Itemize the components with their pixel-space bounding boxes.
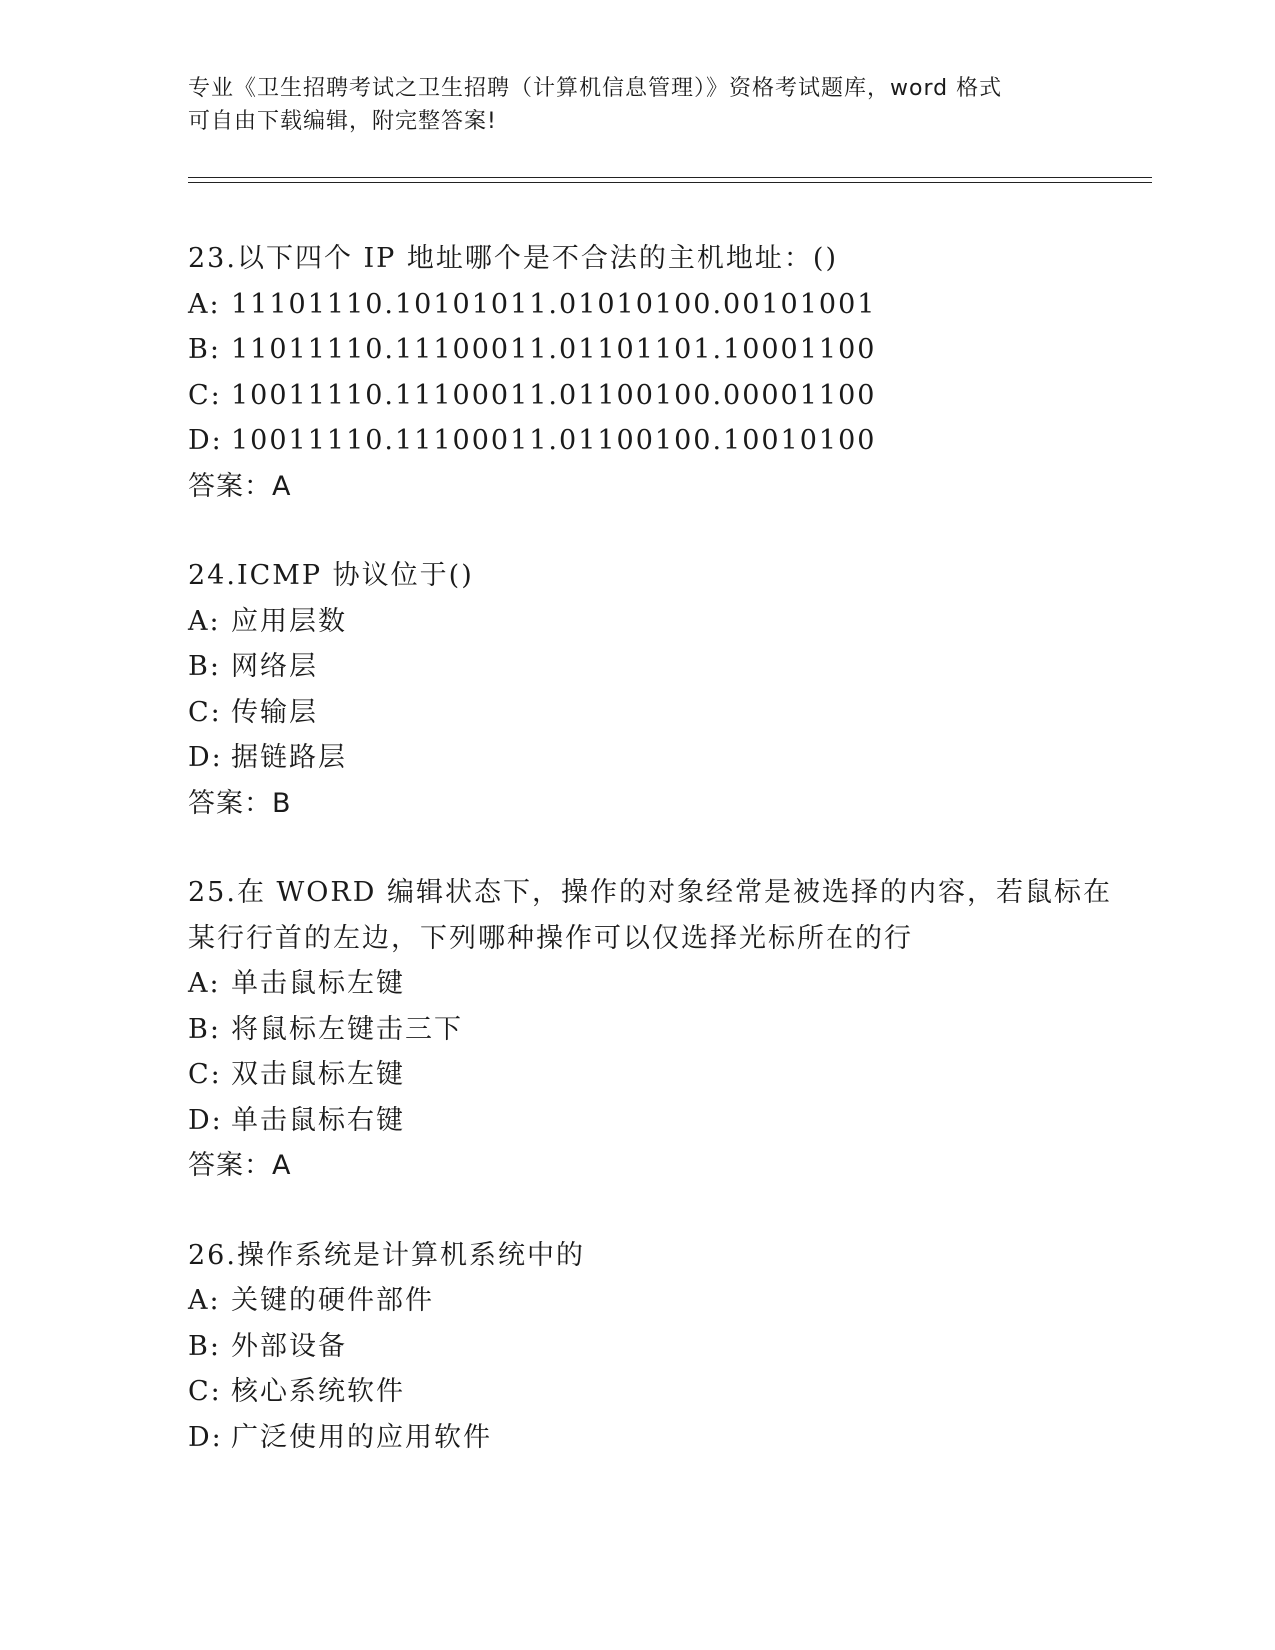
option-letter: D: bbox=[188, 1104, 223, 1136]
answer-option bbox=[188, 644, 1088, 690]
option-text: 10011110.11100011.01100100.10010100 bbox=[231, 425, 877, 456]
option-letter: A: bbox=[188, 605, 221, 637]
question-block bbox=[188, 870, 1112, 1189]
option-letter: A: bbox=[188, 288, 221, 320]
question-stem: 某行行首的左边，下列哪种操作可以仅选择光标所在的行 bbox=[188, 922, 913, 954]
question-stem: 23.以下四个 IP 地址哪个是不合法的主机地址：() bbox=[188, 243, 839, 274]
option-letter: C: bbox=[188, 1376, 222, 1407]
option-text: 广泛使用的应用软件 bbox=[231, 1421, 492, 1453]
option-text: 应用层数 bbox=[231, 605, 347, 637]
answer-option bbox=[188, 1052, 1088, 1098]
question-block bbox=[188, 236, 1088, 509]
header-divider-bottom bbox=[188, 182, 1152, 183]
answer-option bbox=[188, 735, 1088, 781]
question-list bbox=[188, 236, 1112, 1504]
header-line-1: 专业《卫生招聘考试之卫生招聘（计算机信息管理）》资格考试题库，word 格式 bbox=[188, 76, 1003, 101]
option-letter: B: bbox=[188, 651, 221, 682]
option-letter: A: bbox=[188, 1285, 221, 1316]
answer-option bbox=[188, 1007, 1088, 1053]
option-text: 网络层 bbox=[231, 651, 318, 682]
answer-option bbox=[188, 1324, 1088, 1370]
answer-option bbox=[188, 961, 1088, 1007]
document-header bbox=[188, 72, 1088, 138]
answer-key: 答案：B bbox=[188, 787, 292, 819]
option-text: 双击鼠标左键 bbox=[231, 1059, 405, 1090]
answer-option bbox=[188, 327, 1088, 373]
option-text: 单击鼠标右键 bbox=[231, 1104, 405, 1136]
option-letter: B: bbox=[188, 334, 221, 365]
question-stem: 26.操作系统是计算机系统中的 bbox=[188, 1239, 585, 1271]
option-text: 11011110.11100011.01101101.10001100 bbox=[231, 334, 877, 365]
answer-option bbox=[188, 418, 1088, 464]
question-block bbox=[188, 553, 1088, 826]
header-line-2: 可自由下载编辑，附完整答案! bbox=[188, 109, 497, 134]
option-letter: C: bbox=[188, 1059, 222, 1090]
answer-option bbox=[188, 1369, 1088, 1415]
answer-option bbox=[188, 690, 1088, 736]
answer-option bbox=[188, 1278, 1088, 1324]
answer-option bbox=[188, 373, 1088, 419]
option-letter: C: bbox=[188, 379, 222, 411]
option-letter: B: bbox=[188, 1013, 221, 1045]
option-text: 外部设备 bbox=[231, 1330, 347, 1362]
option-letter: D: bbox=[188, 742, 223, 773]
option-text: 传输层 bbox=[231, 696, 318, 728]
answer-key: 答案：A bbox=[188, 470, 292, 502]
option-letter: D: bbox=[188, 425, 223, 456]
option-letter: A: bbox=[188, 968, 221, 999]
answer-option bbox=[188, 1098, 1088, 1144]
option-text: 单击鼠标左键 bbox=[231, 968, 405, 999]
option-text: 核心系统软件 bbox=[231, 1376, 405, 1407]
option-text: 将鼠标左键击三下 bbox=[231, 1013, 463, 1045]
question-stem: 25.在 WORD 编辑状态下，操作的对象经常是被选择的内容，若鼠标在 bbox=[188, 877, 1112, 908]
option-letter: C: bbox=[188, 696, 222, 728]
option-text: 关键的硬件部件 bbox=[231, 1285, 434, 1316]
answer-key: 答案：A bbox=[188, 1150, 292, 1181]
option-letter: D: bbox=[188, 1421, 223, 1453]
option-letter: B: bbox=[188, 1330, 221, 1362]
answer-option bbox=[188, 282, 1088, 328]
option-text: 11101110.10101011.01010100.00101001 bbox=[231, 288, 877, 320]
header-divider-top bbox=[188, 177, 1152, 178]
question-stem: 24.ICMP 协议位于() bbox=[188, 560, 474, 591]
answer-option bbox=[188, 599, 1088, 645]
option-text: 10011110.11100011.01100100.00001100 bbox=[231, 379, 877, 411]
answer-option bbox=[188, 1415, 1088, 1461]
question-block bbox=[188, 1233, 1088, 1461]
option-text: 据链路层 bbox=[231, 742, 347, 773]
